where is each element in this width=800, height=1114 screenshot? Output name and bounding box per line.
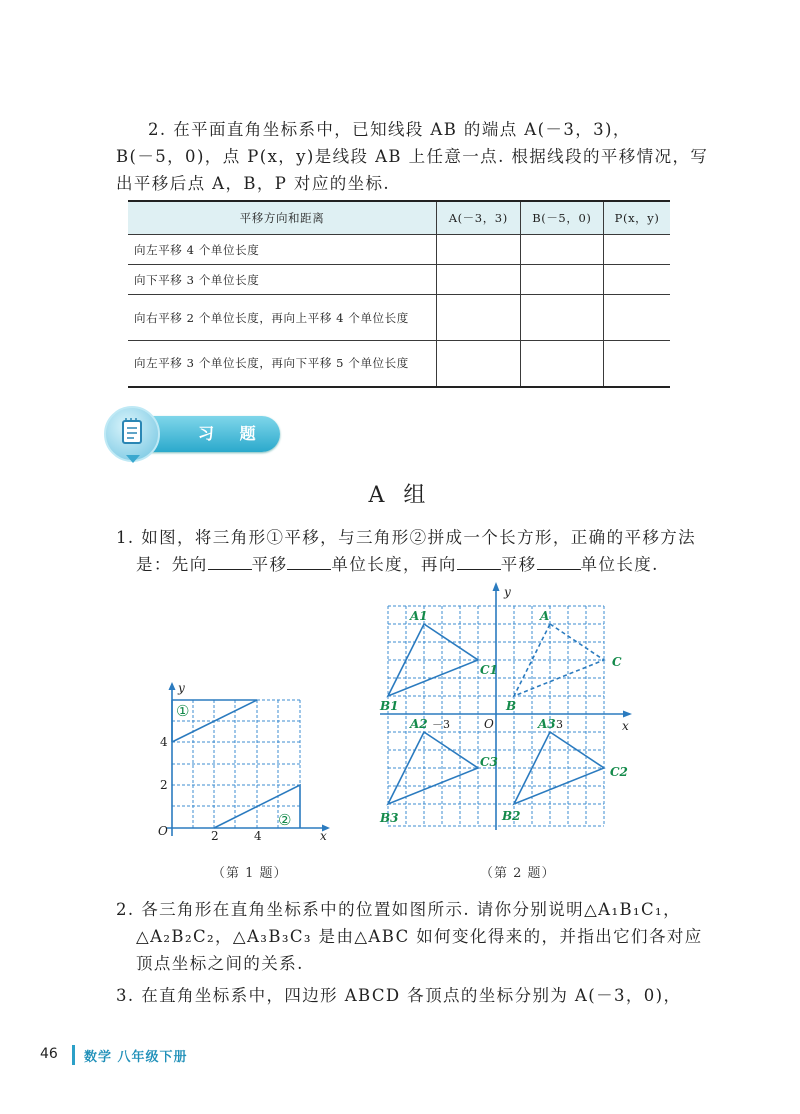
ex2-line3: 顶点坐标之间的关系. (136, 954, 304, 973)
ex1-line1: 1. 如图，将三角形①平移，与三角形②拼成一个长方形，正确的平移方法 (116, 528, 697, 547)
label-b3: B3 (380, 811, 399, 825)
ex2-line1: 2. 各三角形在直角坐标系中的位置如图所示. 请你分别说明△A₁B₁C₁， (116, 900, 681, 919)
table-row (128, 341, 670, 387)
page-number: 46 (40, 1046, 58, 1062)
shape-2-label: ② (278, 811, 292, 829)
figure-2-origin: O (484, 717, 494, 731)
figure-1-x-tick: 4 (254, 829, 262, 840)
figure-1-x-tick: 2 (211, 829, 219, 840)
label-b2: B2 (502, 809, 521, 823)
figure-1-caption: （第 1 题） (212, 866, 288, 881)
translation-table (128, 200, 670, 388)
figure-1-origin: O (158, 824, 168, 838)
label-c: C (612, 655, 622, 669)
label-b: B (506, 699, 517, 713)
figure-1-y-label: y (178, 681, 185, 695)
notebook-icon (106, 408, 158, 460)
figure-2-caption: （第 2 题） (480, 866, 556, 881)
banner-arrow-icon (126, 455, 140, 463)
label-c1: C1 (480, 663, 498, 677)
book-title: 数学 八年级下册 (84, 1050, 188, 1065)
table-row (128, 295, 670, 341)
ex1-line2: 是：先向 平移 单位长度，再向 平移 单位长度. (136, 555, 659, 574)
figure-2-tick-3: 3 (556, 718, 563, 731)
table-header-cell: A(－3，3) (437, 201, 521, 235)
label-a3: A3 (538, 717, 556, 731)
label-c3: C3 (480, 755, 498, 769)
figure-1-y-tick: 4 (160, 735, 168, 749)
label-a1: A1 (410, 609, 428, 623)
exercise-banner-label: 习 题 (198, 424, 266, 443)
figure-2 (376, 580, 636, 832)
table-row (128, 235, 670, 265)
ex3-line1: 3. 在直角坐标系中，四边形 ABCD 各顶点的坐标分别为 A(－3，0)， (116, 986, 682, 1005)
table-header-cell: B(－5，0) (520, 201, 604, 235)
shape-1-label: ① (176, 702, 190, 720)
figure-2-tick-neg3: －3 (432, 718, 450, 731)
label-a: A (540, 609, 550, 623)
label-b1: B1 (380, 699, 399, 713)
table-header-row (128, 201, 670, 235)
section-title: A 组 (368, 483, 432, 508)
figure-1-grid (172, 700, 300, 828)
figure-1-x-label: x (320, 829, 327, 840)
figure-2-y-label: y (504, 585, 511, 599)
table-row-label: 向左平移 4 个单位长度 (128, 235, 437, 265)
ex2-line2: △A₂B₂C₂，△A₃B₃C₃ 是由△ABC 如何变化得来的，并指出它们各对应 (136, 927, 703, 946)
problem2-line3: 出平移后点 A，B，P 对应的坐标. (116, 174, 391, 193)
table-row-label: 向左平移 3 个单位长度，再向下平移 5 个单位长度 (128, 341, 437, 387)
figure-1-y-arrow-icon (169, 682, 176, 690)
table-header-cell: 平移方向和距离 (128, 201, 437, 235)
notebook-icon-badge (104, 406, 160, 462)
label-c2: C2 (610, 765, 628, 779)
figure-2-y-arrow-icon (493, 582, 500, 591)
table-row (128, 265, 670, 295)
table-header-cell: P(x，y) (604, 201, 670, 235)
table-row-label: 向下平移 3 个单位长度 (128, 265, 437, 295)
table-row-label: 向右平移 2 个单位长度，再向上平移 4 个单位长度 (128, 295, 437, 341)
label-a2: A2 (410, 717, 428, 731)
figure-2-x-arrow-icon (623, 711, 632, 718)
figure-2-x-label: x (622, 719, 629, 733)
figure-1 (150, 680, 340, 840)
figure-1-y-tick: 2 (160, 778, 168, 792)
footer-divider (72, 1045, 75, 1065)
problem2-line1: 2. 在平面直角坐标系中，已知线段 AB 的端点 A(－3，3)， (148, 120, 631, 139)
problem2-line2: B(－5，0)，点 P(x，y)是线段 AB 上任意一点. 根据线段的平移情况，写 (116, 147, 709, 166)
